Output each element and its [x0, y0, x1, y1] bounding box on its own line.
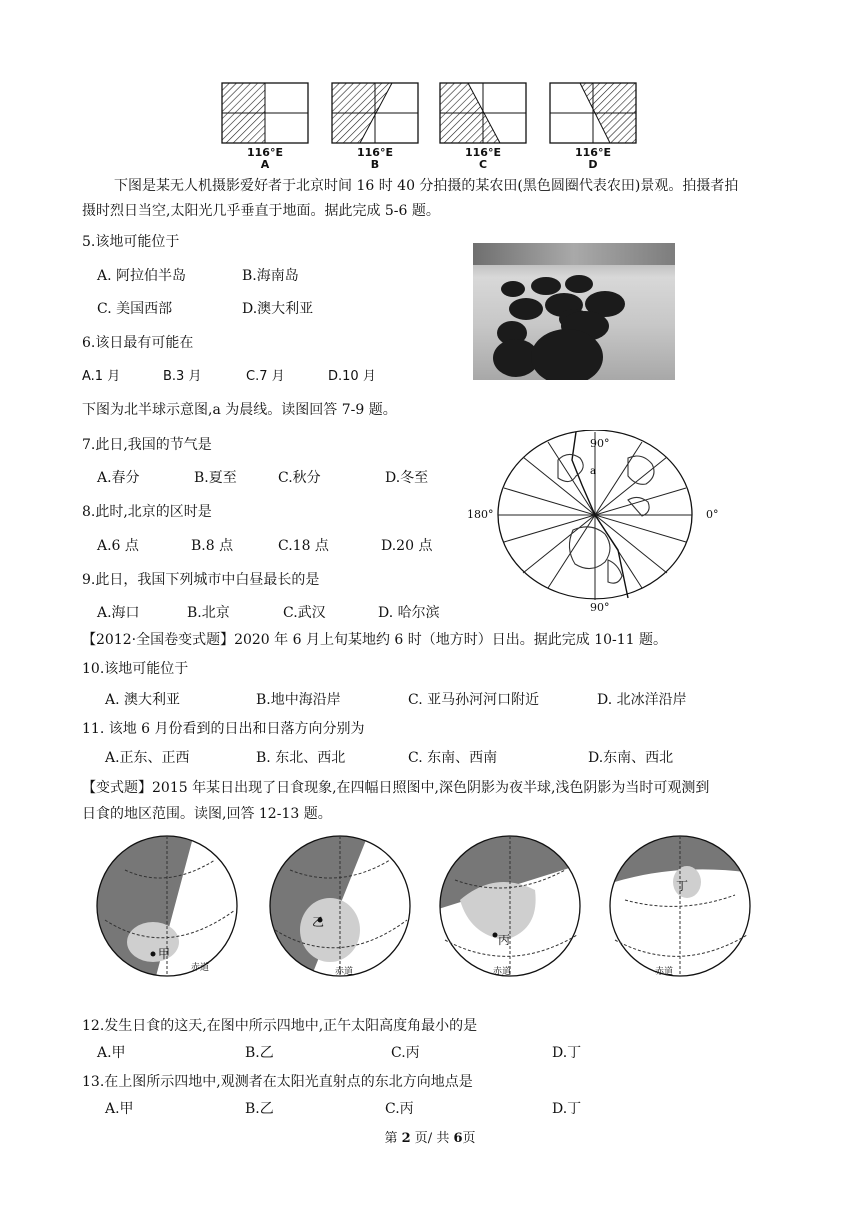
q13-option-c[interactable]: C.丙 — [385, 1101, 414, 1117]
north-pole-map — [478, 430, 718, 620]
q7-stem: 7.此日,我国的节气是 — [82, 437, 212, 453]
intro-10-11: 【2012·全国卷变式题】2020 年 6 月上旬某地约 6 时（地方时）日出。据此完成 10-11 题。 — [82, 632, 668, 648]
q6-option-b[interactable]: B.3 月 — [163, 369, 202, 384]
footer-mid: 页/ 共 — [410, 1131, 454, 1146]
diagram-d-letter: D — [588, 158, 598, 171]
intro-7-9: 下图为北半球示意图,a 为晨线。读图回答 7-9 题。 — [82, 402, 397, 418]
q7-option-a[interactable]: A.春分 — [97, 470, 140, 486]
map-label-bottom: 90° — [590, 601, 610, 614]
diagram-a-letter: A — [260, 158, 270, 171]
diagram-d-lon: 116°E — [575, 146, 611, 159]
intro-5-6-line2: 摄时烈日当空,太阳光几乎垂直于地面。据此完成 5-6 题。 — [82, 203, 440, 219]
diagram-c — [440, 83, 526, 143]
q5-option-a[interactable]: A. 阿拉伯半岛 — [97, 268, 187, 284]
q6-option-a[interactable]: A.1 月 — [82, 369, 121, 384]
q11-stem: 11. 该地 6 月份看到的日出和日落方向分别为 — [82, 721, 365, 737]
map-label-a: a — [590, 466, 596, 477]
q5-option-d[interactable]: D.澳大利亚 — [242, 301, 314, 317]
q10-stem: 10.该地可能位于 — [82, 661, 189, 677]
q12-option-a[interactable]: A.甲 — [97, 1045, 126, 1061]
diagram-a — [222, 83, 308, 143]
q8-stem: 8.此时,北京的区时是 — [82, 504, 212, 520]
q8-option-a[interactable]: A.6 点 — [97, 538, 139, 554]
q10-option-b[interactable]: B.地中海沿岸 — [256, 692, 341, 708]
diagram-a-lon: 116°E — [247, 146, 283, 159]
q13-option-a[interactable]: A.甲 — [105, 1101, 134, 1117]
time-zone-diagrams — [215, 80, 645, 150]
footer-page: 2 — [401, 1131, 411, 1146]
q9-option-c[interactable]: C.武汉 — [283, 605, 326, 621]
q6-option-d[interactable]: D.10 月 — [328, 369, 376, 384]
q5-option-c[interactable]: C. 美国西部 — [97, 301, 173, 317]
diagram-c-letter: C — [478, 158, 488, 171]
diagram-c-lon: 116°E — [465, 146, 501, 159]
q6-option-c[interactable]: C.7 月 — [246, 369, 285, 384]
globe-4-label: 丁 — [676, 879, 689, 893]
globe-2-label: 乙 — [312, 915, 325, 929]
globe-3-label: 丙 — [498, 933, 511, 947]
globe-1-label: 甲 — [158, 947, 171, 961]
footer-total: 6 — [453, 1131, 463, 1146]
intro-5-6-line1: 下图是某无人机摄影爱好者于北京时间 16 时 40 分拍摄的某农田(黑色圆圈代表农田)景观。拍摄者拍 — [114, 178, 739, 194]
q11-option-b[interactable]: B. 东北、西北 — [256, 750, 346, 766]
intro-12-13-line1: 【变式题】2015 年某日出现了日食现象,在四幅日照图中,深色阴影为夜半球,浅色阴影为当时可观测到 — [82, 780, 710, 796]
q6-stem: 6.该日最有可能在 — [82, 335, 194, 351]
globe-4-equator: 赤道 — [655, 967, 674, 977]
q12-option-d[interactable]: D.丁 — [552, 1045, 582, 1061]
q9-option-d[interactable]: D. 哈尔滨 — [378, 605, 440, 621]
q7-option-d[interactable]: D.冬至 — [385, 470, 429, 486]
q13-option-d[interactable]: D.丁 — [552, 1101, 582, 1117]
diagram-b-letter: B — [370, 158, 380, 171]
q8-option-d[interactable]: D.20 点 — [381, 538, 433, 554]
q8-option-c[interactable]: C.18 点 — [278, 538, 329, 554]
q11-option-a[interactable]: A.正东、正西 — [105, 750, 190, 766]
globe-2-equator: 赤道 — [335, 967, 354, 977]
q10-option-d[interactable]: D. 北冰洋沿岸 — [597, 692, 687, 708]
map-label-left: 180° — [467, 508, 494, 521]
farmland-photo — [473, 243, 675, 380]
q12-option-b[interactable]: B.乙 — [245, 1045, 274, 1061]
q10-option-a[interactable]: A. 澳大利亚 — [105, 692, 181, 708]
footer-pre: 第 — [384, 1131, 402, 1146]
globe-1-equator: 赤道 — [191, 963, 210, 973]
q5-option-b[interactable]: B.海南岛 — [242, 268, 299, 284]
q13-option-b[interactable]: B.乙 — [245, 1101, 274, 1117]
q7-option-b[interactable]: B.夏至 — [194, 470, 237, 486]
q12-option-c[interactable]: C.丙 — [391, 1045, 420, 1061]
q11-option-c[interactable]: C. 东南、西南 — [408, 750, 498, 766]
q10-option-c[interactable]: C. 亚马孙河河口附近 — [408, 692, 540, 708]
q8-option-b[interactable]: B.8 点 — [191, 538, 234, 554]
globe-3-equator: 赤道 — [493, 967, 512, 977]
map-label-top: 90° — [590, 437, 610, 450]
q13-stem: 13.在上图所示四地中,观测者在太阳光直射点的东北方向地点是 — [82, 1074, 473, 1090]
q11-option-d[interactable]: D.东南、西北 — [588, 750, 674, 766]
map-label-right: 0° — [706, 508, 719, 521]
diagram-b — [332, 83, 418, 143]
q7-option-c[interactable]: C.秋分 — [278, 470, 321, 486]
q5-stem: 5.该地可能位于 — [82, 234, 180, 250]
q9-option-a[interactable]: A.海口 — [97, 605, 140, 621]
globe-1 — [95, 830, 255, 990]
globe-3 — [435, 830, 595, 990]
q9-option-b[interactable]: B.北京 — [187, 605, 230, 621]
diagram-b-lon: 116°E — [357, 146, 393, 159]
globe-4 — [605, 830, 765, 990]
q12-stem: 12.发生日食的这天,在图中所示四地中,正午太阳高度角最小的是 — [82, 1018, 478, 1034]
footer-post: 页 — [462, 1131, 476, 1146]
diagram-d — [550, 83, 636, 143]
q9-stem: 9.此日，我国下列城市中白昼最长的是 — [82, 572, 320, 588]
page-footer — [0, 1127, 860, 1146]
intro-12-13-line2: 日食的地区范围。读图,回答 12-13 题。 — [82, 806, 332, 822]
